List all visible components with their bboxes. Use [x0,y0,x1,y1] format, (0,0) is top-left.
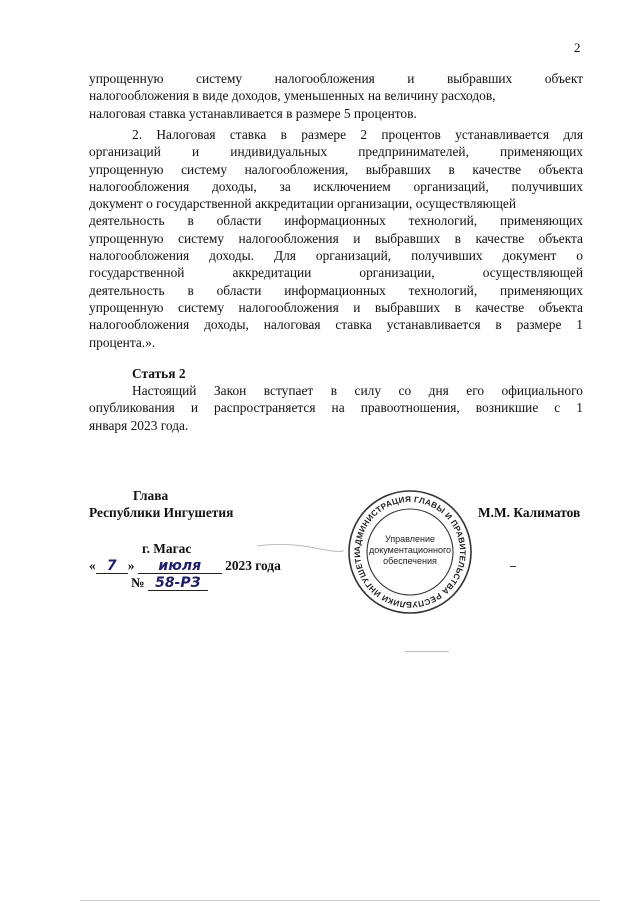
signature-title-line2: Республики Ингушетия [89,505,234,520]
scan-edge [80,900,600,901]
article-heading: Статья 2 [132,366,186,381]
text-line: налоговая ставка устанавливается в размере 5 процентов. [89,105,417,121]
date-line [89,558,281,574]
text-line: деятельность в области информационных технологий, применяющих [89,282,583,298]
scan-mark [510,566,516,567]
text-line: января 2023 года. [89,417,189,433]
text-line: налогообложения доходы. Для организаций, получивших документ о [89,248,583,264]
paragraph-2 [89,126,583,351]
scan-mark [405,651,449,652]
text-line: налогообложения в виде доходов, уменьшенных на величину расходов, [89,88,496,104]
signatory-name: М.М. Калиматов [478,505,581,520]
signature-title-line1: Глава [133,488,169,503]
text-line: деятельность в области информационных технологий, применяющих [89,213,583,229]
date-month-field [138,559,222,574]
date-day: 7 [106,558,117,574]
official-stamp [346,488,474,616]
date-open-quote: « [89,558,96,573]
text-line: организаций и индивидуальных предпринимателей, применяющих [89,144,583,160]
number-value: 58-РЗ [155,575,201,591]
text-line: государственной аккредитации организации, осуществляющей [89,265,583,281]
stamp-line: обеспечения [383,556,437,566]
date-day-field [96,559,128,574]
number-prefix: № [131,575,145,590]
number-line [131,575,208,591]
date-month: июля [158,558,202,574]
page-number: 2 [574,40,581,55]
stamp-line: документационного [368,545,452,555]
text-line: упрощенную систему налогообложения и выбравших в качестве объекта [89,230,583,246]
text-line: упрощенную систему налогообложения и выбравших в качестве объекта [89,299,583,315]
number-field [148,576,208,591]
text-line: упрощенную систему налогообложения, выбравших в качестве объекта [89,161,583,177]
place: г. Магас [142,541,192,556]
stamp-ring-text: АДМИНИСТРАЦИЯ ГЛАВЫ И ПРАВИТЕЛЬСТВА РЕСПУБЛИКИ ИНГУШЕТИ [352,494,468,610]
text-line: процента.». [89,334,156,350]
stamp-line: Управление [384,534,436,544]
text-line: 2. Налоговая ставка в размере 2 процентов устанавливается для [132,127,583,142]
text-line: налогообложения доходы, за исключением организаций, получивших [89,178,583,194]
text-line: упрощенную систему налогообложения и выбравших объект [89,71,583,86]
text-line: документ о государственной аккредитации организации, осуществляющей [89,196,517,212]
text-line: опубликования и распространяется на правоотношения, возникшие с 1 [89,400,583,416]
date-close-quote: » [127,558,135,573]
text-line: Настоящий Закон вступает в силу со дня его официального [132,383,583,398]
date-year: 2023 года [225,558,281,573]
signature-trace [255,540,345,554]
paragraph-continuation [89,70,583,122]
text-line: налогообложения доходы, налоговая ставка устанавливается в размере 1 [89,317,583,333]
article-body [89,382,583,434]
stamp-inner-text [360,534,460,567]
